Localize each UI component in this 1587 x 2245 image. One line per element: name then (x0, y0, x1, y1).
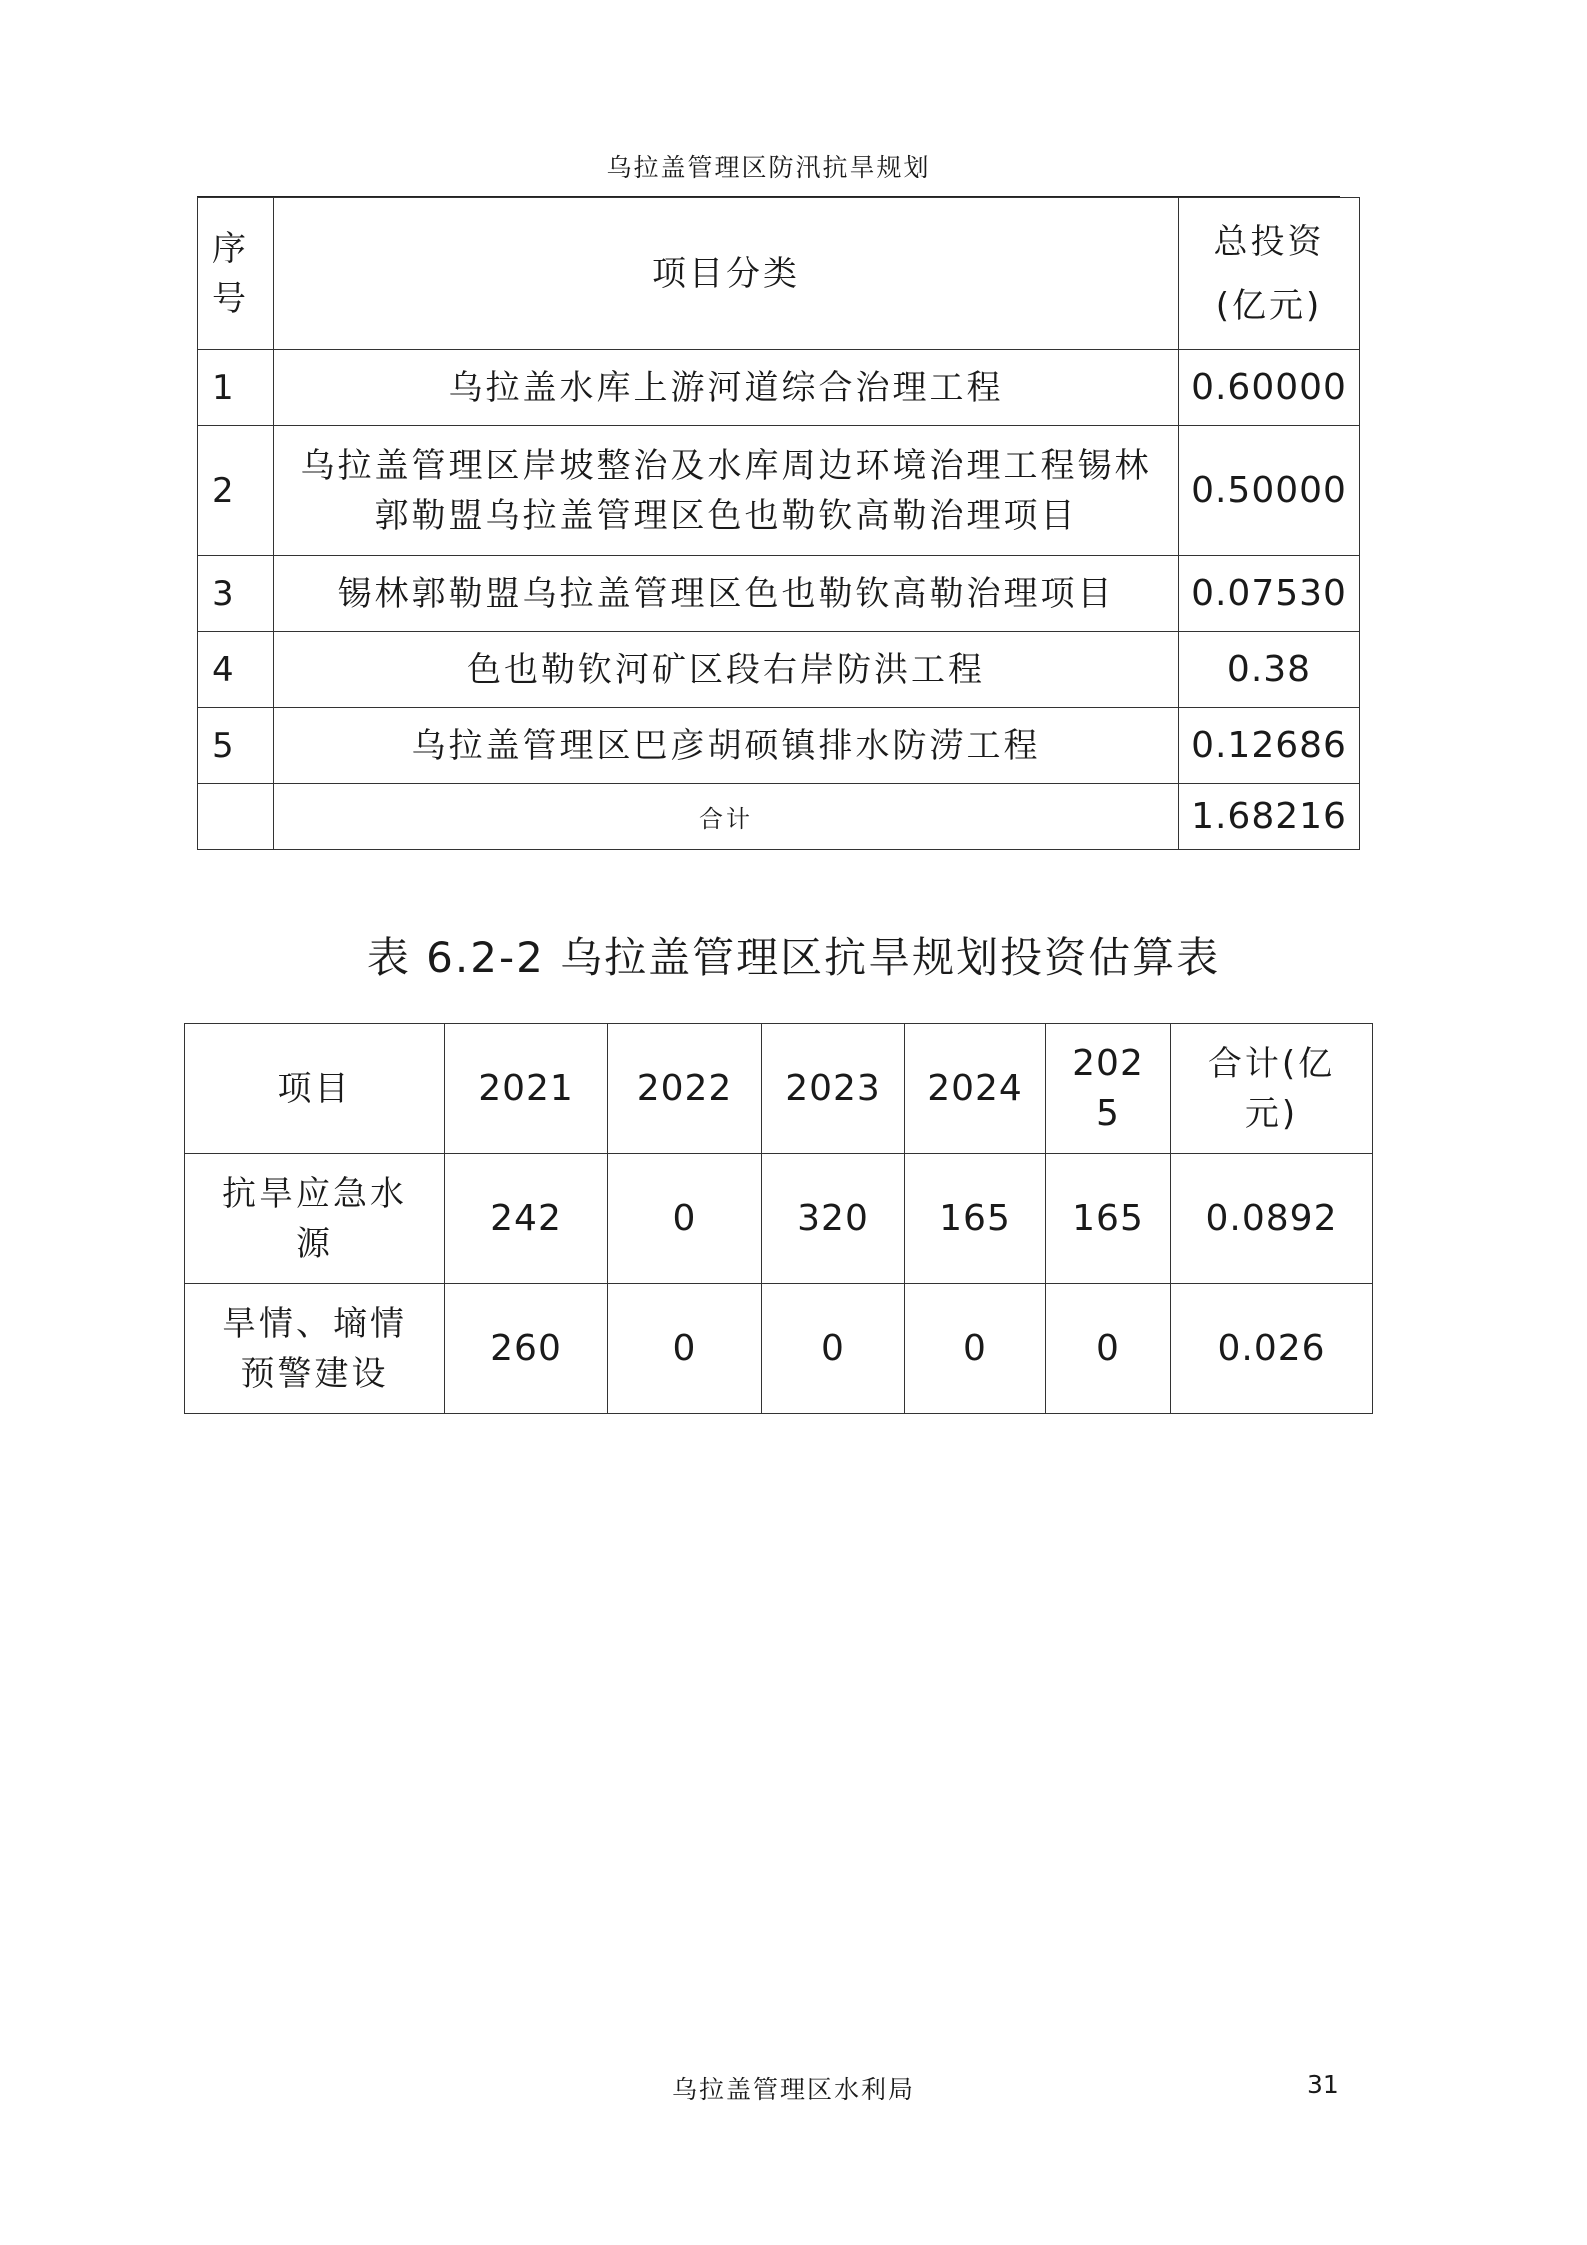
cell-2021: 260 (445, 1284, 608, 1414)
header-title: 乌拉盖管理区防汛抗旱规划 (606, 153, 931, 182)
cell-2024: 165 (905, 1154, 1046, 1284)
cell-2024: 0 (905, 1284, 1046, 1414)
table-row (198, 708, 1360, 784)
row-index: 4 (198, 632, 274, 708)
table-row (198, 556, 1360, 632)
total-amount: 1.68216 (1179, 784, 1360, 850)
cell-total: 0.0892 (1171, 1154, 1373, 1284)
header-2022: 2022 (608, 1024, 762, 1154)
investment-summary-table (197, 197, 1360, 850)
table-row (198, 426, 1360, 556)
row-amount: 0.38 (1179, 632, 1360, 708)
page-number: 31 (1307, 2070, 1339, 2099)
row-name (274, 426, 1179, 556)
row-index: 1 (198, 350, 274, 426)
cell-2023: 320 (762, 1154, 905, 1284)
table-total-row (198, 784, 1360, 850)
header-investment (1179, 198, 1360, 350)
cell-2025: 165 (1046, 1154, 1171, 1284)
header-total (1171, 1024, 1373, 1154)
cell-2025: 0 (1046, 1284, 1171, 1414)
header-2023: 2023 (762, 1024, 905, 1154)
header-total-line1: 合计(亿 (1207, 1043, 1336, 1084)
table-caption: 表 6.2-2 乌拉盖管理区抗旱规划投资估算表 (366, 933, 1221, 982)
header-2025-line2: 5 (1096, 1092, 1120, 1134)
row-index: 2 (198, 426, 274, 556)
header-item: 项目 (185, 1024, 445, 1154)
cell-2021: 242 (445, 1154, 608, 1284)
header-index: 序号 (198, 198, 274, 350)
header-2025 (1046, 1024, 1171, 1154)
row-item-line1: 旱情、墒情 (222, 1303, 407, 1344)
header-2024: 2024 (905, 1024, 1046, 1154)
row-name: 色也勒钦河矿区段右岸防洪工程 (274, 632, 1179, 708)
row-name-line2: 郭勒盟乌拉盖管理区色也勒钦高勒治理项目 (374, 495, 1078, 536)
table-header-row (198, 198, 1360, 350)
drought-plan-table (184, 1023, 1373, 1414)
header-category: 项目分类 (274, 198, 1179, 350)
row-item-line1: 抗旱应急水 (222, 1173, 407, 1214)
table-row (198, 350, 1360, 426)
row-amount: 0.60000 (1179, 350, 1360, 426)
row-amount: 0.07530 (1179, 556, 1360, 632)
row-name: 锡林郭勒盟乌拉盖管理区色也勒钦高勒治理项目 (274, 556, 1179, 632)
page-header (197, 150, 1340, 198)
header-2025-line1: 202 (1072, 1042, 1144, 1084)
row-amount: 0.12686 (1179, 708, 1360, 784)
row-item-line2: 预警建设 (240, 1353, 389, 1394)
cell-2022: 0 (608, 1284, 762, 1414)
table-row (198, 632, 1360, 708)
row-name: 乌拉盖管理区巴彦胡硕镇排水防涝工程 (274, 708, 1179, 784)
footer-organization: 乌拉盖管理区水利局 (671, 2075, 915, 2104)
table-row (185, 1154, 1373, 1284)
table-row (185, 1284, 1373, 1414)
header-total-line2: 元) (1244, 1093, 1299, 1134)
row-item (185, 1154, 445, 1284)
header-investment-line1: 总投资 (1213, 221, 1325, 262)
row-item (185, 1284, 445, 1414)
row-index: 3 (198, 556, 274, 632)
header-2021: 2021 (445, 1024, 608, 1154)
row-item-line2: 源 (296, 1223, 333, 1264)
total-index-empty (198, 784, 274, 850)
cell-total: 0.026 (1171, 1284, 1373, 1414)
row-index: 5 (198, 708, 274, 784)
cell-2022: 0 (608, 1154, 762, 1284)
header-investment-line2: (亿元) (1215, 285, 1323, 326)
row-name-line1: 乌拉盖管理区岸坡整治及水库周边环境治理工程锡林 (300, 445, 1152, 486)
row-name: 乌拉盖水库上游河道综合治理工程 (274, 350, 1179, 426)
row-amount: 0.50000 (1179, 426, 1360, 556)
cell-2023: 0 (762, 1284, 905, 1414)
table-header-row (185, 1024, 1373, 1154)
total-label: 合计 (274, 784, 1179, 850)
